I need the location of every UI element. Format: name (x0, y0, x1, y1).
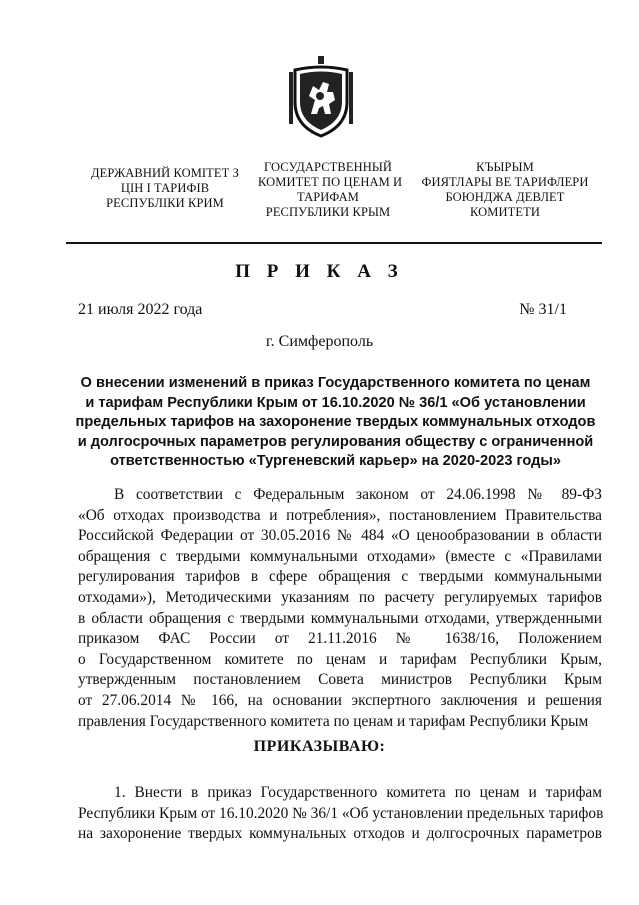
document-body (78, 485, 602, 732)
body-line: отходами»), Методическими указаниям по расчету регулируемых тарифов (78, 588, 602, 606)
item-line: 1. Внести в приказ Государственного комитета по ценам и тарифам (114, 784, 602, 801)
body-line: «Об отходах производства и потребления», постановлением Правительства (78, 506, 602, 524)
heading-line: и долгосрочных параметров регулирования обществу с ограниченной (77, 433, 594, 450)
header-line: БОЮНДЖА ДЕВЛЕТ (445, 190, 565, 204)
header-line: ФИЯТЛАРЫ ВЕ ТАРИФЛЕРИ (421, 175, 589, 189)
document-city: г. Симферополь (265, 333, 374, 350)
body-line: обращения с твердыми коммунальными отходами» (вместе с «Правилами (78, 547, 602, 565)
body-line: о Государственном комитете по ценам и тарифам Республики Крым, (78, 650, 602, 668)
header-line: ЦІН І ТАРИФІВ (120, 181, 210, 195)
header-crimean-tatar (410, 160, 600, 220)
document-title: П Р И К А З (235, 261, 404, 282)
heading-line: предельных тарифов на захоронение твердых коммунальных отходов (75, 414, 596, 430)
item-line: Республики Крым от 16.10.2020 № 36/1 «Об установлении предельных тарифов (78, 804, 604, 822)
body-line: В соответствии с Федеральным законом от 24.06.1998 № 89-ФЗ (114, 486, 602, 503)
header-line: ТАРИФАМ (297, 190, 359, 204)
header-line: РЕСПУБЛІКИ КРИМ (106, 196, 224, 210)
body-line: в области обращения с твердыми коммунальными отходами, утвержденными (78, 609, 602, 627)
header-line: ДЕРЖАВНИЙ КОМІТЕТ З (91, 166, 239, 180)
document-date: 21 июля 2022 года (78, 301, 203, 318)
heading-line: О внесении изменений в приказ Государственного комитета по ценам (80, 375, 591, 391)
body-line: Российской Федерации от 30.05.2016 № 484 «О ценообразовании в области (78, 527, 602, 545)
body-line: утвержденным постановлением Совета министров Республики Крым (78, 671, 602, 689)
header-divider (66, 242, 602, 244)
body-line: регулирования тарифов в сфере обращения с твердыми коммунальными (78, 568, 602, 586)
header-line: КОМИТЕТИ (470, 205, 540, 219)
body-line: от 27.06.2014 № 166, на основании экспертного заключения и решения (78, 691, 602, 709)
header-line: ГОСУДАРСТВЕННЫЙ (264, 160, 392, 174)
header-russian (258, 160, 403, 220)
crimea-coat-of-arms-icon (289, 56, 353, 140)
document-heading (72, 374, 599, 472)
header-line: КЪЫРЫМ (476, 160, 534, 174)
item-line: на захоронение твердых коммунальных отходов и долгосрочных параметров (78, 825, 602, 843)
order-item-1 (78, 782, 602, 844)
body-line: приказом ФАС России от 21.11.2016 № 1638/16, Положением (78, 630, 602, 648)
decree-heading: ПРИКАЗЫВАЮ: (253, 738, 386, 755)
heading-line: ответственностью «Тургеневский карьер» на 2020-2023 годы» (110, 453, 561, 469)
heading-line: и тарифам Республики Крым от 16.10.2020 № 36/1 «Об установлении (85, 394, 586, 411)
header-line: КОМИТЕТ ПО ЦЕНАМ И (258, 175, 403, 189)
header-line: РЕСПУБЛИКИ КРЫМ (265, 205, 391, 219)
document-number: № 31/1 (519, 301, 567, 318)
header-ukrainian (70, 166, 260, 211)
body-line: правления Государственного комитета по ценам и тарифам Республики Крым (78, 712, 589, 730)
